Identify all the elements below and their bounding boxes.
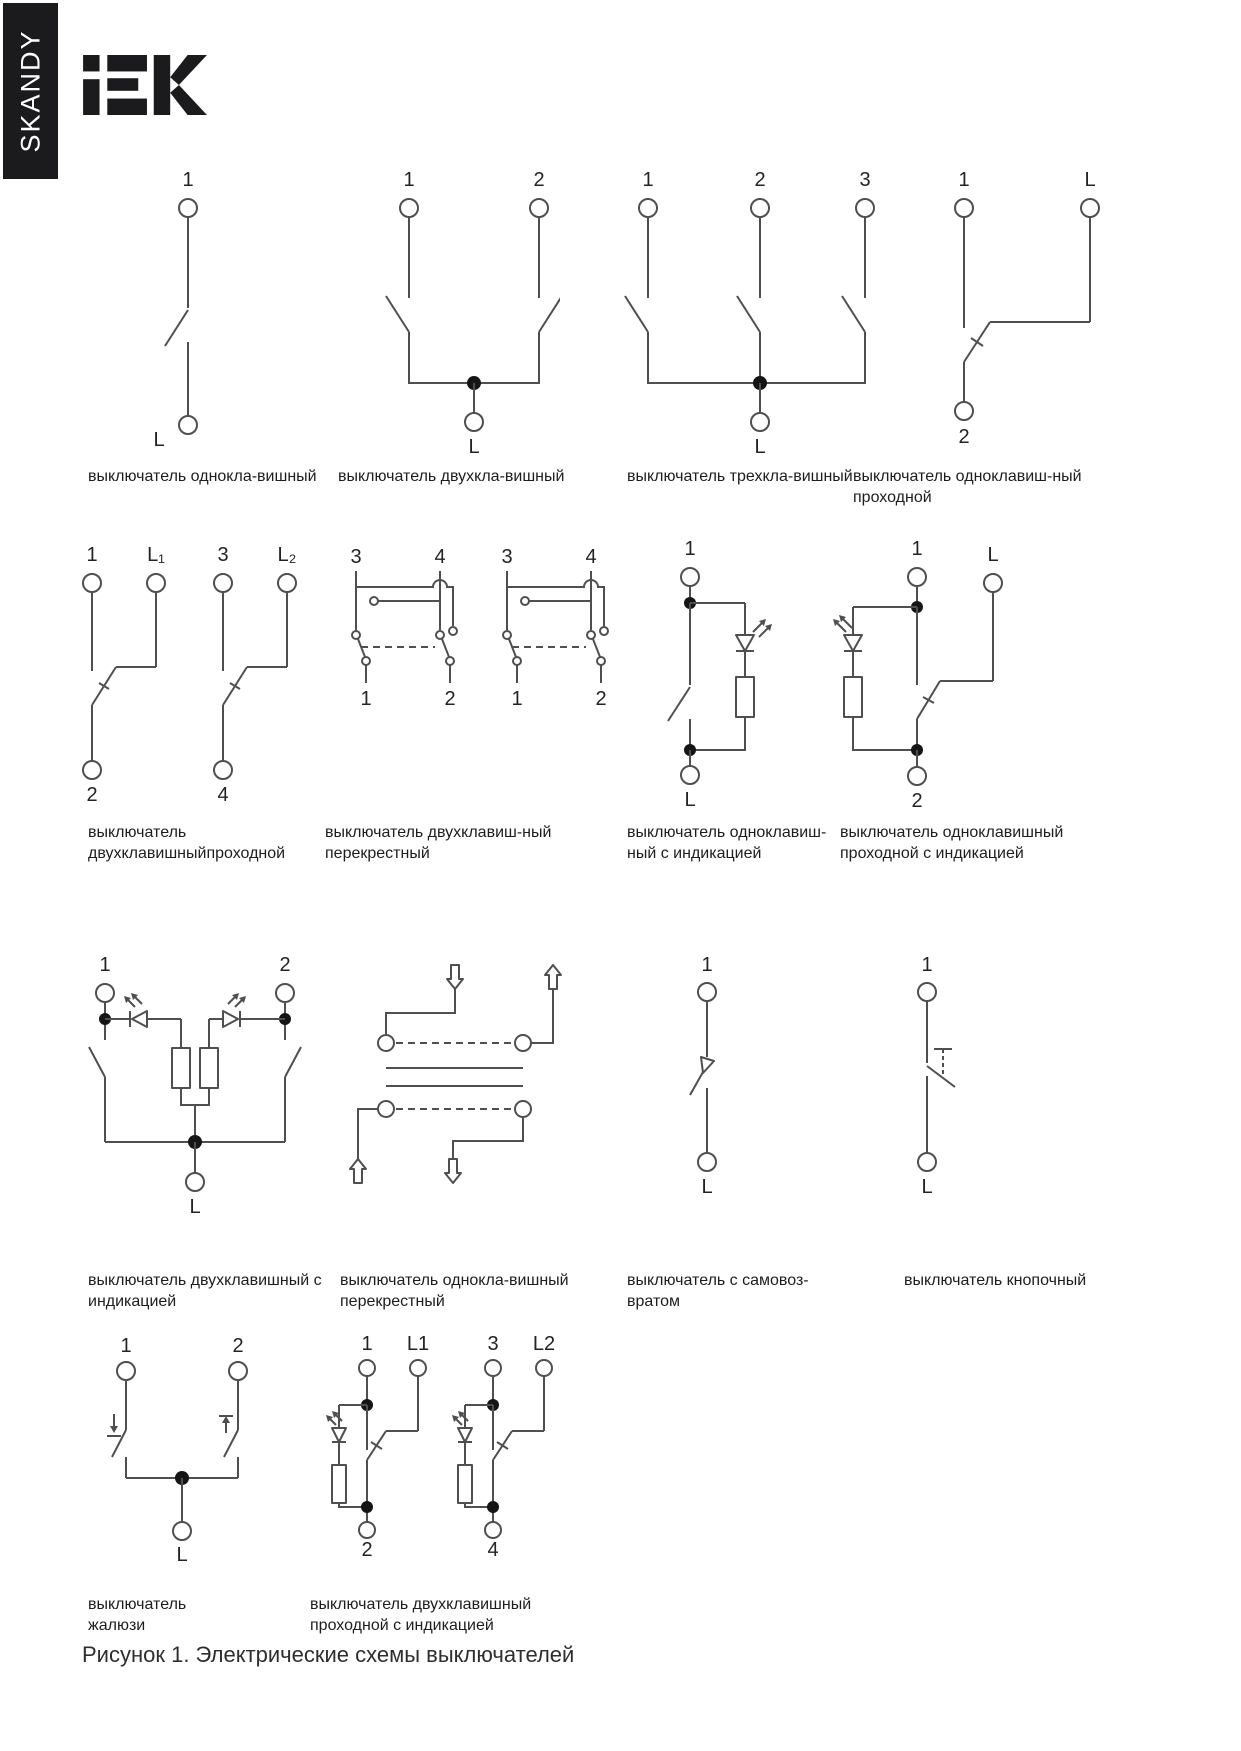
diagram-one-gang-two-way-switch: [905, 160, 1140, 475]
wire: [648, 217, 865, 298]
resistor: [736, 677, 754, 717]
terminal: [83, 761, 101, 779]
terminal-label: 3: [487, 1333, 499, 1355]
led-emission-arrows: [124, 993, 142, 1007]
resistor: [200, 1048, 218, 1088]
terminal: [639, 199, 657, 217]
terminal-label: 3: [350, 546, 362, 568]
caption-two-gang-indicator: [88, 1270, 322, 1312]
caption-three-gang: [627, 466, 853, 487]
terminal: [359, 1522, 375, 1538]
terminal-label: 4: [434, 546, 446, 568]
led-emission-arrows: [753, 619, 772, 637]
wire: [386, 989, 455, 1034]
terminal-label: L: [754, 436, 766, 458]
resistor: [172, 1048, 190, 1088]
terminal-label: 4: [217, 784, 229, 806]
caption-line: выключатель: [88, 824, 187, 841]
terminal-label: 1: [120, 1335, 132, 1357]
terminal-label: L: [176, 1544, 188, 1566]
terminal: [485, 1360, 501, 1376]
terminal-label: L₂: [277, 544, 297, 566]
up-actuator-icon: [219, 1416, 233, 1433]
terminal-label: 1: [701, 954, 713, 976]
contact: [436, 631, 444, 639]
diagram-one-gang-switch-indicator: [615, 535, 795, 835]
terminal: [83, 574, 101, 592]
switch-blade: [690, 1072, 703, 1095]
wire: [92, 592, 287, 671]
terminal: [117, 1362, 135, 1380]
caption-two-gang-two-way-indicator: [310, 1594, 531, 1636]
blade-tick: [971, 338, 983, 346]
contact: [515, 1035, 531, 1051]
diagram-two-gang-crossover-switch: [330, 535, 630, 835]
diagram-two-gang-indicator: [85, 945, 345, 1245]
wire: [358, 1109, 378, 1159]
wire: [409, 217, 539, 298]
terminal: [918, 1153, 936, 1171]
diagram-two-gang-switch: [330, 160, 560, 475]
terminal: [179, 199, 197, 217]
self-return-triangle: [701, 1057, 714, 1073]
terminal: [681, 766, 699, 784]
terminal-label: 2: [595, 688, 607, 710]
caption-one-gang-two-way: [853, 466, 1082, 508]
terminal-label: 1: [99, 954, 111, 976]
wire: [493, 1376, 544, 1431]
terminal: [214, 761, 232, 779]
caption-line: проходной с индикацией: [840, 845, 1024, 862]
terminal: [147, 574, 165, 592]
diagram-momentary-switch: [650, 945, 770, 1245]
caption-line: выключатель с самовоз-: [627, 1272, 809, 1289]
wire: [181, 1088, 195, 1105]
terminal: [179, 416, 197, 434]
up-arrow-icon: [350, 1159, 366, 1183]
terminal: [751, 199, 769, 217]
diagram-one-gang-two-way-indicator: [830, 535, 1060, 835]
terminal-label: 1: [921, 954, 933, 976]
contact: [600, 627, 608, 635]
coupling-dashed-line: [396, 1043, 513, 1109]
terminal-label: L2: [532, 1333, 556, 1355]
caption-line: выключатель двухклавишный с: [88, 1272, 322, 1289]
caption-line: перекрестный: [325, 845, 430, 862]
led-emission-arrows: [833, 615, 852, 632]
led-indicator-icon: [833, 615, 862, 651]
wire: [517, 665, 601, 683]
caption-line: проходной: [853, 489, 932, 506]
caption-two-gang-two-way: [88, 822, 285, 864]
iek-logo-icon: [83, 55, 209, 115]
switch-blade: [89, 1047, 301, 1077]
resistor: [458, 1465, 472, 1503]
junction-dot: [361, 1501, 373, 1513]
contact: [503, 631, 511, 639]
caption-line: выключатель одноклавиш-ный: [853, 468, 1082, 485]
switch-blade: [165, 310, 188, 346]
wire: [367, 1376, 418, 1431]
down-arrow-icon: [447, 965, 463, 989]
terminal: [698, 983, 716, 1001]
terminal: [229, 1362, 247, 1380]
caption-line: проходной с индикацией: [310, 1617, 494, 1634]
terminal-label: L: [1084, 169, 1096, 191]
terminal: [400, 199, 418, 217]
junction-dot: [487, 1501, 499, 1513]
terminal-label: 1: [511, 688, 523, 710]
down-actuator-icon: [107, 1414, 121, 1436]
blade-tick: [497, 1442, 508, 1449]
terminal-label: 1: [911, 538, 923, 560]
terminal: [1081, 199, 1099, 217]
caption-line: выключатель: [88, 1596, 187, 1613]
wire: [853, 717, 917, 750]
caption-push-button: [904, 1270, 1086, 1291]
caption-line: выключатель однокла-вишный: [340, 1272, 569, 1289]
terminal-label: L₁: [147, 544, 165, 566]
switch-blade: [112, 1430, 238, 1457]
wire: [453, 1117, 523, 1159]
terminal-label: 2: [86, 784, 98, 806]
caption-one-gang-indicator: [627, 822, 826, 864]
led-indicator-icon: [452, 1411, 472, 1442]
contact: [587, 631, 595, 639]
caption-line: выключатель одноклавиш-: [627, 824, 827, 841]
diagram-blinds-switch: [85, 1330, 315, 1575]
caption-two-gang: [338, 466, 564, 487]
terminal-label: 1: [360, 688, 372, 710]
blade-tick: [99, 683, 240, 689]
switch-blade: [668, 687, 690, 721]
led-indicator-icon: [105, 993, 181, 1027]
diagram-push-button-switch: [870, 945, 990, 1245]
terminal: [173, 1522, 191, 1540]
terminal: [955, 199, 973, 217]
terminal: [751, 413, 769, 431]
terminal: [410, 1360, 426, 1376]
switch-blade: [92, 667, 247, 705]
terminal: [536, 1360, 552, 1376]
caption-one-gang-crossover: [340, 1270, 569, 1312]
blade-tick: [923, 697, 934, 703]
terminal-label: 2: [958, 426, 970, 448]
contact: [352, 631, 360, 639]
terminal-label: 2: [361, 1539, 373, 1561]
terminal: [955, 402, 973, 420]
wire: [195, 1088, 209, 1142]
contact: [521, 597, 529, 605]
terminal-label: 2: [533, 169, 545, 191]
led-indicator-icon: [209, 993, 285, 1027]
caption-line: выключатель одноклавишный: [840, 824, 1064, 841]
terminal: [984, 574, 1002, 592]
contact: [449, 627, 457, 635]
wire: [648, 332, 865, 383]
terminal-label: L: [921, 1176, 933, 1198]
caption-line: выключатель однокла-вишный: [88, 468, 317, 485]
terminal-label: 2: [911, 790, 923, 812]
wire: [531, 989, 553, 1043]
caption-blinds: [88, 1594, 186, 1636]
caption-line: ный с индикацией: [627, 845, 762, 862]
terminal: [698, 1153, 716, 1171]
contact: [378, 1101, 394, 1117]
terminal-label: L: [189, 1196, 201, 1218]
wire: [366, 665, 450, 683]
blade-tick: [371, 1442, 382, 1449]
wire: [690, 717, 745, 750]
caption-line: выключатель двухклавиш-ный: [325, 824, 552, 841]
caption-one-gang-two-way-indicator: [840, 822, 1063, 864]
terminal: [359, 1360, 375, 1376]
contact: [370, 597, 378, 605]
terminal-label: 3: [217, 544, 229, 566]
terminal-label: L: [153, 429, 165, 451]
caption-line: вратом: [627, 1293, 680, 1310]
terminal: [908, 767, 926, 785]
terminal: [186, 1173, 204, 1191]
terminal: [96, 984, 114, 1002]
diagram-two-gang-two-way-indicator: [322, 1330, 620, 1575]
terminal: [278, 574, 296, 592]
terminal: [214, 574, 232, 592]
terminal-label: 1: [403, 169, 415, 191]
contact: [378, 1035, 394, 1051]
resistor: [332, 1465, 346, 1503]
terminal: [856, 199, 874, 217]
wire: [940, 592, 993, 681]
wire: [105, 1002, 285, 1040]
caption-line: выключатель двухклавишный: [310, 1596, 532, 1613]
caption-line: жалюзи: [88, 1617, 146, 1634]
diagram-one-gang-switch: [85, 160, 305, 460]
terminal-label: L1: [406, 1333, 430, 1355]
terminal: [530, 199, 548, 217]
wire: [964, 217, 1090, 328]
caption-line: выключатель двухкла-вишный: [338, 468, 565, 485]
terminal-label: 1: [958, 169, 970, 191]
diagram-three-gang-switch: [575, 160, 885, 475]
terminal-label: 1: [684, 538, 696, 560]
terminal: [485, 1522, 501, 1538]
led-emission-arrows: [228, 993, 246, 1007]
terminal: [918, 983, 936, 1001]
terminal-label: 1: [86, 544, 98, 566]
led-indicator-icon: [736, 619, 772, 651]
terminal-label: L: [468, 436, 480, 458]
caption-two-gang-crossover: [325, 822, 551, 864]
down-arrow-icon: [445, 1159, 461, 1183]
terminal: [908, 568, 926, 586]
push-actuator-icon: [934, 1049, 952, 1076]
wire: [853, 607, 917, 635]
contact: [446, 657, 454, 665]
wire: [409, 332, 539, 383]
resistor: [844, 677, 862, 717]
terminal-label: 1: [361, 1333, 373, 1355]
contact: [515, 1101, 531, 1117]
series-banner: [3, 3, 58, 179]
terminal-label: L: [701, 1176, 713, 1198]
terminal-label: 3: [859, 169, 871, 191]
terminal-label: L: [987, 544, 999, 566]
terminal-label: 3: [501, 546, 513, 568]
caption-one-gang: [88, 466, 317, 487]
caption-momentary: [627, 1270, 809, 1312]
terminal-label: 4: [585, 546, 597, 568]
caption-line: индикацией: [88, 1293, 177, 1310]
terminal-label: 1: [642, 169, 654, 191]
terminal: [276, 984, 294, 1002]
contact: [597, 657, 605, 665]
terminal-label: 1: [182, 169, 194, 191]
terminal-label: L: [684, 789, 696, 811]
terminal: [465, 413, 483, 431]
terminal-label: 2: [232, 1335, 244, 1357]
wire: [126, 1380, 238, 1430]
wire: [690, 603, 745, 635]
terminal-label: 2: [444, 688, 456, 710]
contact: [362, 657, 370, 665]
led-indicator-icon: [326, 1411, 346, 1442]
diagram-two-gang-two-way-switch: [60, 535, 330, 835]
contact: [513, 657, 521, 665]
terminal: [681, 568, 699, 586]
series-name: SKANDY: [15, 29, 45, 153]
switch-blade: [927, 1066, 955, 1087]
terminal-label: 4: [487, 1539, 499, 1561]
terminal-label: 2: [754, 169, 766, 191]
bridge-wire: [386, 1068, 523, 1086]
caption-line: перекрестный: [340, 1293, 445, 1310]
caption-line: выключатель трехкла-вишный: [627, 468, 853, 485]
up-arrow-icon: [545, 965, 561, 989]
wire: [92, 705, 223, 761]
diagram-one-gang-crossover-switch: [330, 945, 620, 1205]
switch-blade: [625, 296, 865, 332]
terminal-label: 2: [279, 954, 291, 976]
switch-blade: [386, 296, 560, 332]
caption-line: выключатель кнопочный: [904, 1272, 1087, 1289]
caption-line: двухклавишныйпроходной: [88, 845, 286, 862]
figure-caption: Рисунок 1. Электрические схемы выключателей: [82, 1642, 575, 1667]
